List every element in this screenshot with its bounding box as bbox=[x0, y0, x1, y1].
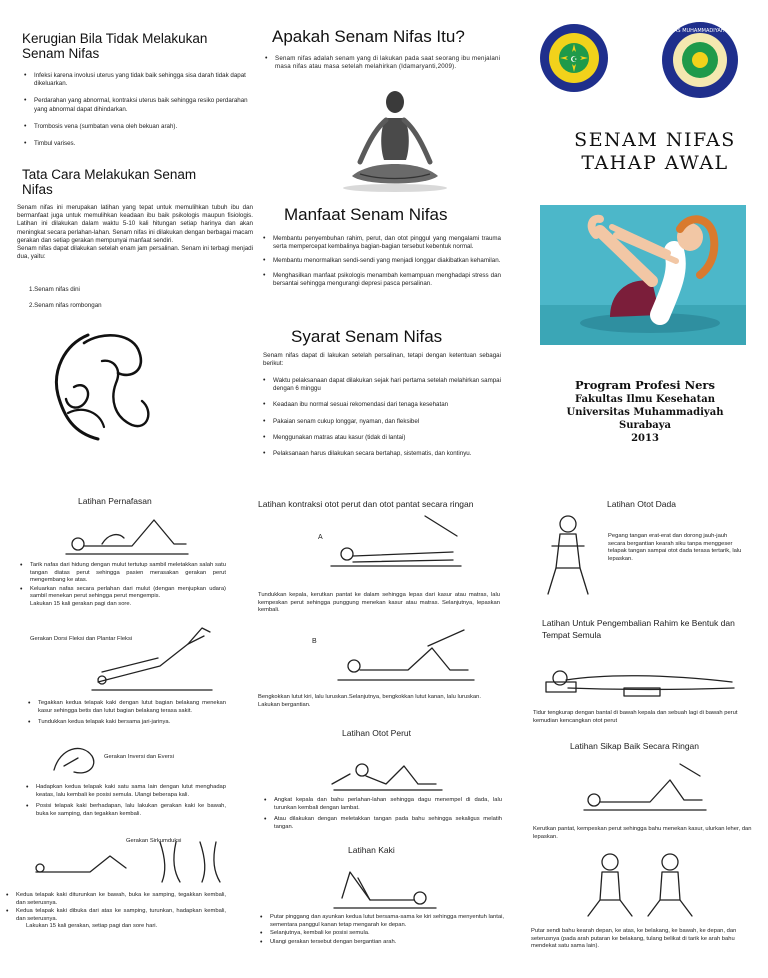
inversi-illustration bbox=[48, 738, 100, 782]
syarat-heading bbox=[291, 327, 501, 347]
otot-perut-item: • Atau dilakukan dengan meletakkan tangan pada bahu sehingga sekaligus melatih tangan. bbox=[262, 816, 502, 831]
inversi-title: Gerakan Inversi dan Eversi bbox=[104, 754, 174, 760]
syarat-item: • Pelaksanaan harus dilakukan secara bertahap, sistematis, dan kontinyu. bbox=[261, 450, 501, 458]
col1-heading bbox=[22, 31, 237, 61]
inversi-list bbox=[24, 784, 226, 822]
syarat-item: • Keadaan ibu normal sesuai rekomendasi dari tenaga kesehatan bbox=[261, 401, 501, 409]
tata-cara-text: Senam nifas ini merupakan latihan yang tepat untuk memulihkan tubuh ibu dan bermanfaat juga untuk memulihkan keadaan ibu baik psikologis maupun fisiologis. Latihan ini dilakukan dalam waktu 5-10 kali hitungan setiap harinya dan akan meningkat secara perlahan-lahan. Senam nifas ini dilakukan dengan berbagai macam gerakan dan setiap gerakan mempunyai manfaat sendiri. bbox=[17, 204, 253, 244]
dada-text: Pegang tangan erat-erat dan dorong jauh-jauh secara bergantian kearah siku tanpa menggeser telapak tangan sampai otot dada terasa tertarik, lalu lepaskan. bbox=[608, 533, 742, 562]
pernafasan-note: Lakukan 15 kali gerakan pagi dan sore. bbox=[30, 600, 132, 607]
kerugian-item: • Timbul varises. bbox=[22, 140, 252, 148]
meditation-illustration bbox=[330, 88, 460, 196]
kerugian-item: • Perdarahan yang abnormal, kontraksi uterus baik sehingga resiko perdarahan yang abnormal dapat dihindarkan. bbox=[22, 97, 252, 113]
manfaat-item: • Membantu menormalkan sendi-sendi yang menjadi longgar diakibatkan kehamilan. bbox=[261, 257, 501, 265]
otot-perut-item: • Angkat kepala dan bahu perlahan-lahan sehingga dagu menempel di dada, lalu turunkan kembali dengan lambat. bbox=[262, 797, 502, 812]
kaki-item: • Ulangi gerakan tersebut dengan bergantian arah. bbox=[258, 939, 504, 947]
kerugian-title: Kerugian Bila Tidak Melakukan Senam Nifas bbox=[22, 31, 208, 61]
syarat-item: • Menggunakan matras atau kasur (tidak di lantai) bbox=[261, 434, 501, 442]
manfaat-item: • Membantu penyembuhan rahim, perut, dan otot pinggul yang mengalami trauma serta mempercepat kembalinya bagian-bagian tersebut kebentuk normal. bbox=[261, 235, 501, 251]
manfaat-title: Manfaat Senam Nifas bbox=[284, 205, 448, 224]
year: 2013 bbox=[631, 433, 659, 444]
manfaat-list bbox=[261, 235, 501, 294]
kontraksi-text-b: Bengkokkan lutut kiri, lalu luruskan.Selanjutnya, bengkokkan lutut kanan, lalu luruskan. Lakukan bergantian. bbox=[258, 694, 481, 708]
apakah-text: • Senam nifas adalah senam yang di lakukan pada saat seorang ibu menjalani masa nifas atau masa setelah melahirkan (Idamaryanti,2009). bbox=[263, 55, 501, 71]
kontraksi-a-illustration bbox=[325, 512, 465, 572]
manfaat-heading bbox=[284, 205, 494, 225]
tata-cara-text2: Senam nifas dapat dilakukan setelah enam jam persalinan. Senam ini terbagi menjadi dua, yaitu: bbox=[17, 245, 253, 261]
kontraksi-title: Latihan kontraksi otot perut dan otot pantat secara ringan bbox=[258, 499, 474, 509]
sirkum-item: • Kedua telapak kaki dibuka dari atas ke samping, turunkan, hadapkan kembali, dan seterusnya. bbox=[4, 908, 226, 923]
kontraksi-label-b: B bbox=[312, 638, 317, 645]
kaki-illustration bbox=[330, 858, 440, 912]
inversi-item: • Posisi telapak kaki berhadapan, lalu lakukan gerakan kaki ke bawah, buka ke samping, dan tegakkan kembali. bbox=[24, 803, 226, 818]
apakah-title: Apakah Senam Nifas Itu? bbox=[272, 27, 465, 46]
pernafasan-illustration bbox=[62, 510, 192, 560]
cover-institution bbox=[545, 378, 745, 445]
kaki-title: Latihan Kaki bbox=[348, 845, 395, 855]
sirkum-list bbox=[4, 892, 226, 931]
mother-child-illustration bbox=[44, 325, 164, 445]
senam-type-item: 1.Senam nifas dini bbox=[29, 286, 80, 293]
ums-logo bbox=[647, 20, 753, 100]
pernafasan-item: • Keluarkan nafas secara perlahan dari mulut (dengan menjupkan udara) sambil menekan perut sehingga perut mengempis. bbox=[18, 586, 226, 601]
otot-perut-title: Latihan Otot Perut bbox=[342, 728, 411, 738]
pernafasan-item: • Tarik nafas dari hidung dengan mulut tertutup sambil meletakkan salah satu tangan diatas perut sehingga pasien merasakan gerakan perut mengembang ke atas. bbox=[18, 562, 226, 585]
kontraksi-label-a: A bbox=[318, 534, 323, 541]
dada-illustration bbox=[540, 512, 598, 600]
pernafasan-list bbox=[18, 562, 226, 609]
apakah-heading bbox=[272, 27, 512, 47]
tata-cara-title: Tata Cara Melakukan Senam Nifas bbox=[22, 167, 197, 197]
ums-logo-text: UNIVERSITAS MUHAMMADIYAH SURABAYA bbox=[647, 28, 753, 34]
sikap-illustration bbox=[580, 760, 710, 820]
sirkum-item: • Kedua telapak kaki diturunkan ke bawah, buka ke samping, tegakkan kembali, dan seterusnya. bbox=[4, 892, 226, 907]
cover-title bbox=[570, 129, 740, 175]
senam-type-item: 2.Senam nifas rombongan bbox=[29, 302, 102, 310]
sikap-seated-illustration bbox=[580, 850, 700, 922]
kontraksi-b-illustration bbox=[318, 626, 478, 684]
dorsi-item: • Tegakkan kedua telapak kaki dengan lutut bagian belakang menekan kasur sehingga betis dan lutut bagian belakang terasa sakit. bbox=[26, 700, 226, 715]
kerugian-item: • Infeksi karena involusi uterus yang tidak baik sehingga sisa darah tidak dapat dikeluarkan. bbox=[22, 72, 252, 88]
kontraksi-text-a: Tundukkan kepala, kerutkan pantat ke dalam sehingga lepas dari kasur atau matras, lalu kempeskan perut sehingga punggung menekan kasur atau matras. Selanjutnya, lepaskan kembali. bbox=[258, 592, 500, 614]
syarat-item: • Waktu pelaksanaan dapat dilakukan sejak hari pertama setelah melahirkan sampai dengan 6 minggu bbox=[261, 377, 501, 393]
otot-perut-illustration bbox=[326, 744, 446, 796]
rahim-text: Tidur tengkurap dengan bantal di bawah kepala dan sebuah lagi di bawah perut kemudian kencangkan otot perut bbox=[533, 710, 738, 724]
sikap-text: Kerutkan pantat, kempeskan perut sehingga bahu menekan kasur, ulurkan leher, dan lepaskan. bbox=[533, 826, 752, 840]
kaki-item: • Putar pinggang dan ayunkan kedua lutut bersama-sama ke kiri sehingga menyentuh lantai, sementara panggul kanan tetap mengarah ke depan. bbox=[258, 914, 504, 929]
otot-perut-list bbox=[262, 797, 502, 835]
syarat-intro bbox=[263, 352, 501, 368]
kerugian-item: • Trombosis vena (sumbatan vena oleh bekuan arah). bbox=[22, 123, 252, 131]
dada-title: Latihan Otot Dada bbox=[607, 499, 676, 509]
apakah-intro bbox=[263, 55, 501, 77]
tata-cara-paragraph bbox=[17, 204, 253, 261]
svg-text:☪: ☪ bbox=[570, 55, 578, 64]
cover-photo bbox=[540, 205, 746, 345]
dorsi-illustration bbox=[88, 622, 218, 694]
syarat-item: • Pakaian senam cukup longgar, nyaman, dan fleksibel bbox=[261, 418, 501, 426]
sirkum-title: Gerakan Sirkumduksi bbox=[126, 838, 182, 844]
pernafasan-title: Latihan Pernafasan bbox=[78, 496, 152, 506]
rahim-illustration bbox=[544, 656, 744, 700]
dorsi-title: Gerakan Dorsi Fleksi dan Plantar Fleksi bbox=[30, 636, 133, 642]
dorsi-item: • Tundukkan kedua telapak kaki bersama jari-jarinya. bbox=[26, 719, 226, 727]
sikap-text2: Putar sendi bahu kearah depan, ke atas, ke belakang, ke bawah, ke depan, dan seterusnya (pada arah putaran ke belakang, tulang belikat di tarik ke arah bahu mendekat satu sama lain). bbox=[531, 928, 737, 950]
faculty-name: Fakultas Ilmu Kesehatan bbox=[575, 394, 715, 405]
cover-title-line1: SENAM NIFAS bbox=[574, 129, 736, 151]
program-name: Program Profesi Ners bbox=[575, 378, 715, 392]
syarat-list bbox=[261, 377, 501, 464]
syarat-title: Syarat Senam Nifas bbox=[291, 327, 443, 346]
syarat-intro-text: Senam nifas dapat di lakukan setelah persalinan, tetapi dengan ketentuan sebagai berikut: bbox=[263, 352, 501, 368]
sikap-title: Latihan Sikap Baik Secara Ringan bbox=[570, 741, 699, 751]
rahim-title: Latihan Untuk Pengembalian Rahim ke Bentuk dan Tempat Semula bbox=[542, 618, 735, 640]
kerugian-list bbox=[22, 72, 252, 154]
kaki-item: • Selanjutnya, kembali ke posisi semula. bbox=[258, 930, 504, 938]
cover-title-line2: TAHAP AWAL bbox=[581, 152, 729, 174]
manfaat-item: • Menghasilkan manfaat psikologis menambah kemampuan menghadapi stress dan bersantai sehingga mengurangi depresi pasca persalinan. bbox=[261, 272, 501, 288]
senam-type-list bbox=[29, 286, 179, 310]
tata-cara-heading bbox=[22, 167, 222, 197]
university-name: Universitas Muhammadiyah Surabaya bbox=[566, 407, 724, 431]
dorsi-list bbox=[26, 700, 226, 731]
muhammadiyah-logo bbox=[538, 22, 610, 94]
inversi-item: • Hadapkan kedua telapak kaki satu sama lain dengan lutut menghadap keatas, lalu kembali ke posisi semula. Ulangi beberapa kali. bbox=[24, 784, 226, 799]
sirkum-note: Lakukan 15 kali gerakan, setiap pagi dan sore hari. bbox=[26, 923, 158, 930]
kaki-list bbox=[258, 914, 504, 946]
